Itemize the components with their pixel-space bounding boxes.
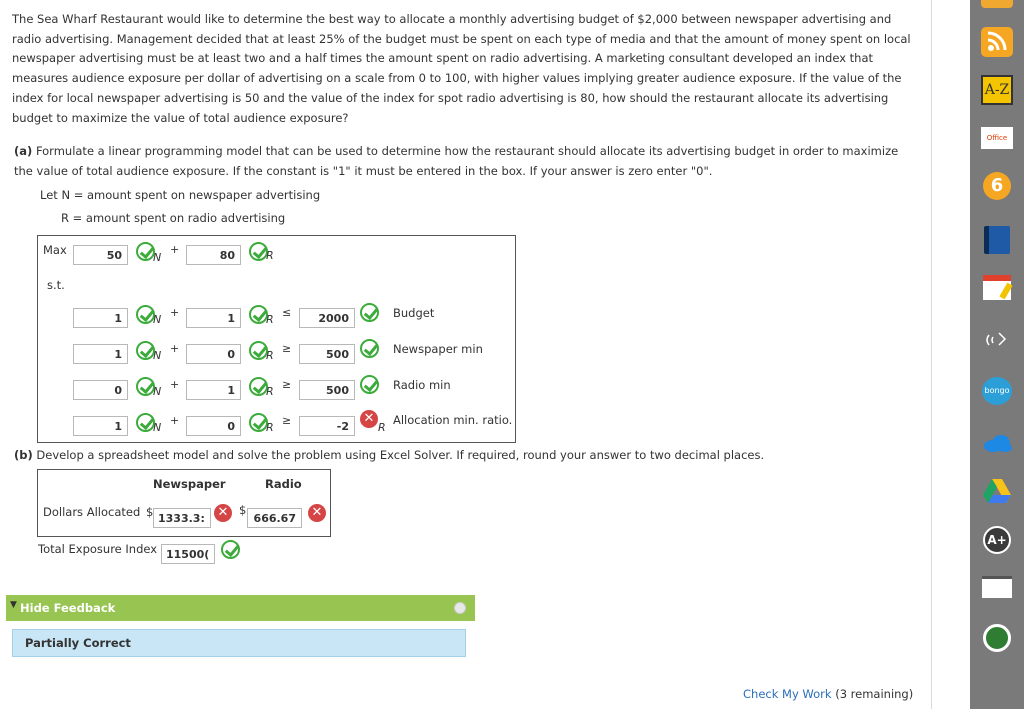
var-n: N — [153, 349, 162, 362]
constraint-label-budget: Budget — [393, 306, 435, 320]
currency-symbol: $ — [239, 503, 247, 517]
var-n: N — [153, 385, 162, 398]
feedback-status-dot-icon — [454, 602, 466, 614]
lp-model-box — [37, 235, 516, 443]
col-header-newspaper: Newspaper — [153, 477, 226, 491]
newspaper-min-n-coef-input[interactable]: 1 — [73, 344, 128, 364]
constraint-sign: ≤ — [282, 306, 292, 319]
rss-feed-icon[interactable] — [981, 27, 1013, 57]
var-r: R — [266, 421, 274, 434]
constraint-sign: ≥ — [282, 414, 292, 427]
let-line-n: Let N = amount spent on newspaper advertising — [40, 188, 321, 202]
part-a-text: Formulate a linear programming model that can be used to determine how the restaurant should allocate its advertising budget in order to maximize the value of total audience exposure. If the constant is "1" it must be entered in the box. If your answer is zero enter "0". — [14, 144, 899, 178]
var-r: R — [266, 313, 274, 326]
objective-r-coef-input[interactable]: 80 — [186, 245, 241, 265]
ratio-n-coef-input[interactable]: 1 — [73, 416, 128, 436]
radio-min-n-coef-input[interactable]: 0 — [73, 380, 128, 400]
orange-extension-icon[interactable] — [981, 0, 1013, 8]
var-r: R — [266, 349, 274, 362]
six-icon[interactable]: 6 — [983, 172, 1011, 200]
feedback-result-panel: Partially Correct — [12, 629, 466, 657]
rhs-suffix-var: R — [378, 421, 386, 434]
currency-symbol: $ — [146, 505, 154, 519]
dollars-allocated-label: Dollars Allocated — [43, 505, 141, 519]
var-r: R — [266, 249, 274, 262]
part-b-section — [14, 448, 764, 462]
constraint-sign: ≥ — [282, 342, 292, 355]
solver-results-box — [37, 469, 331, 537]
green-circle-icon[interactable] — [983, 624, 1011, 652]
part-b-label: (b) — [14, 448, 33, 462]
radio-min-rhs-input[interactable]: 500 — [299, 380, 355, 400]
var-n: N — [153, 421, 162, 434]
correct-check-icon — [360, 303, 379, 322]
var-n: N — [153, 251, 162, 264]
read-aloud-icon[interactable] — [981, 325, 1013, 355]
notes-icon[interactable] — [983, 275, 1011, 300]
plus-sign: + — [170, 342, 180, 355]
plus-sign: + — [170, 243, 180, 256]
part-b-text: Develop a spreadsheet model and solve the problem using Excel Solver. If required, round your answer to two decimal places. — [36, 448, 765, 462]
objective-n-coef-input[interactable]: 50 — [73, 245, 128, 265]
radio-dollars-input[interactable]: 666.67 — [247, 508, 302, 528]
plus-sign: + — [170, 414, 180, 427]
radio-min-r-coef-input[interactable]: 1 — [186, 380, 241, 400]
plus-sign: + — [170, 306, 180, 319]
incorrect-x-icon: ✕ — [308, 504, 326, 522]
book-icon[interactable] — [984, 226, 1010, 254]
var-n: N — [153, 313, 162, 326]
newspaper-dollars-input[interactable]: 1333.3: — [153, 508, 211, 528]
constraint-label-newspaper-min: Newspaper min — [393, 342, 483, 356]
attempts-remaining: (3 remaining) — [835, 687, 914, 701]
a-plus-icon[interactable]: A+ — [983, 526, 1011, 554]
part-a-label: (a) — [14, 144, 33, 158]
check-my-work-link[interactable]: Check My Work — [743, 687, 832, 701]
part-a-section — [14, 142, 914, 181]
office-icon[interactable]: Office — [981, 127, 1013, 149]
bongo-icon[interactable]: bongo — [982, 377, 1012, 405]
budget-rhs-input[interactable]: 2000 — [299, 308, 355, 328]
hide-feedback-toggle[interactable] — [6, 595, 475, 621]
let-line-r: R = amount spent on radio advertising — [61, 211, 286, 225]
triangle-down-icon: ▼ — [10, 600, 17, 610]
extension-sidebar — [970, 0, 1024, 709]
budget-n-coef-input[interactable]: 1 — [73, 308, 128, 328]
st-label: s.t. — [47, 278, 65, 292]
cloud-icon[interactable] — [981, 428, 1013, 458]
hide-feedback-label: Hide Feedback — [20, 601, 116, 615]
incorrect-x-icon: ✕ — [214, 504, 232, 522]
check-my-work — [743, 687, 913, 701]
col-header-radio: Radio — [265, 477, 302, 491]
var-r: R — [266, 385, 274, 398]
constraint-label-ratio: Allocation min. ratio. — [393, 413, 513, 427]
correct-check-icon — [221, 540, 240, 559]
ratio-r-coef-input[interactable]: 0 — [186, 416, 241, 436]
total-exposure-input[interactable]: 11500( — [161, 544, 215, 564]
a-z-dictionary-icon[interactable]: A-Z — [981, 75, 1013, 105]
correct-check-icon — [360, 339, 379, 358]
correct-check-icon — [360, 375, 379, 394]
constraint-label-radio-min: Radio min — [393, 378, 451, 392]
max-label: Max — [43, 243, 67, 257]
ratio-rhs-input[interactable]: -2 — [299, 416, 355, 436]
budget-r-coef-input[interactable]: 1 — [186, 308, 241, 328]
google-drive-icon[interactable] — [981, 476, 1013, 506]
problem-statement: The Sea Wharf Restaurant would like to determine the best way to allocate a monthly advertising budget of $2,000 between newspaper advertising and radio advertising. Management decided that at least 25% of the budget must be spent on each type of media and that the amount of money spent on local newspaper advertising must be at least two and a half times the amount spent on radio advertising. A marketing consultant developed an index that measures audience exposure per dollar of advertising on a scale from 0 to 100, with higher values implying greater audience exposure. If the value of the index for local newspaper advertising is 50 and the value of the index for spot radio advertising is 80, how should the restaurant allocate its advertising budget to maximize the value of total audience exposure? — [12, 12, 911, 125]
document-icon[interactable] — [982, 576, 1012, 598]
total-exposure-label: Total Exposure Index — [38, 542, 158, 556]
incorrect-x-icon: ✕ — [360, 410, 378, 428]
newspaper-min-r-coef-input[interactable]: 0 — [186, 344, 241, 364]
plus-sign: + — [170, 378, 180, 391]
newspaper-min-rhs-input[interactable]: 500 — [299, 344, 355, 364]
constraint-sign: ≥ — [282, 378, 292, 391]
